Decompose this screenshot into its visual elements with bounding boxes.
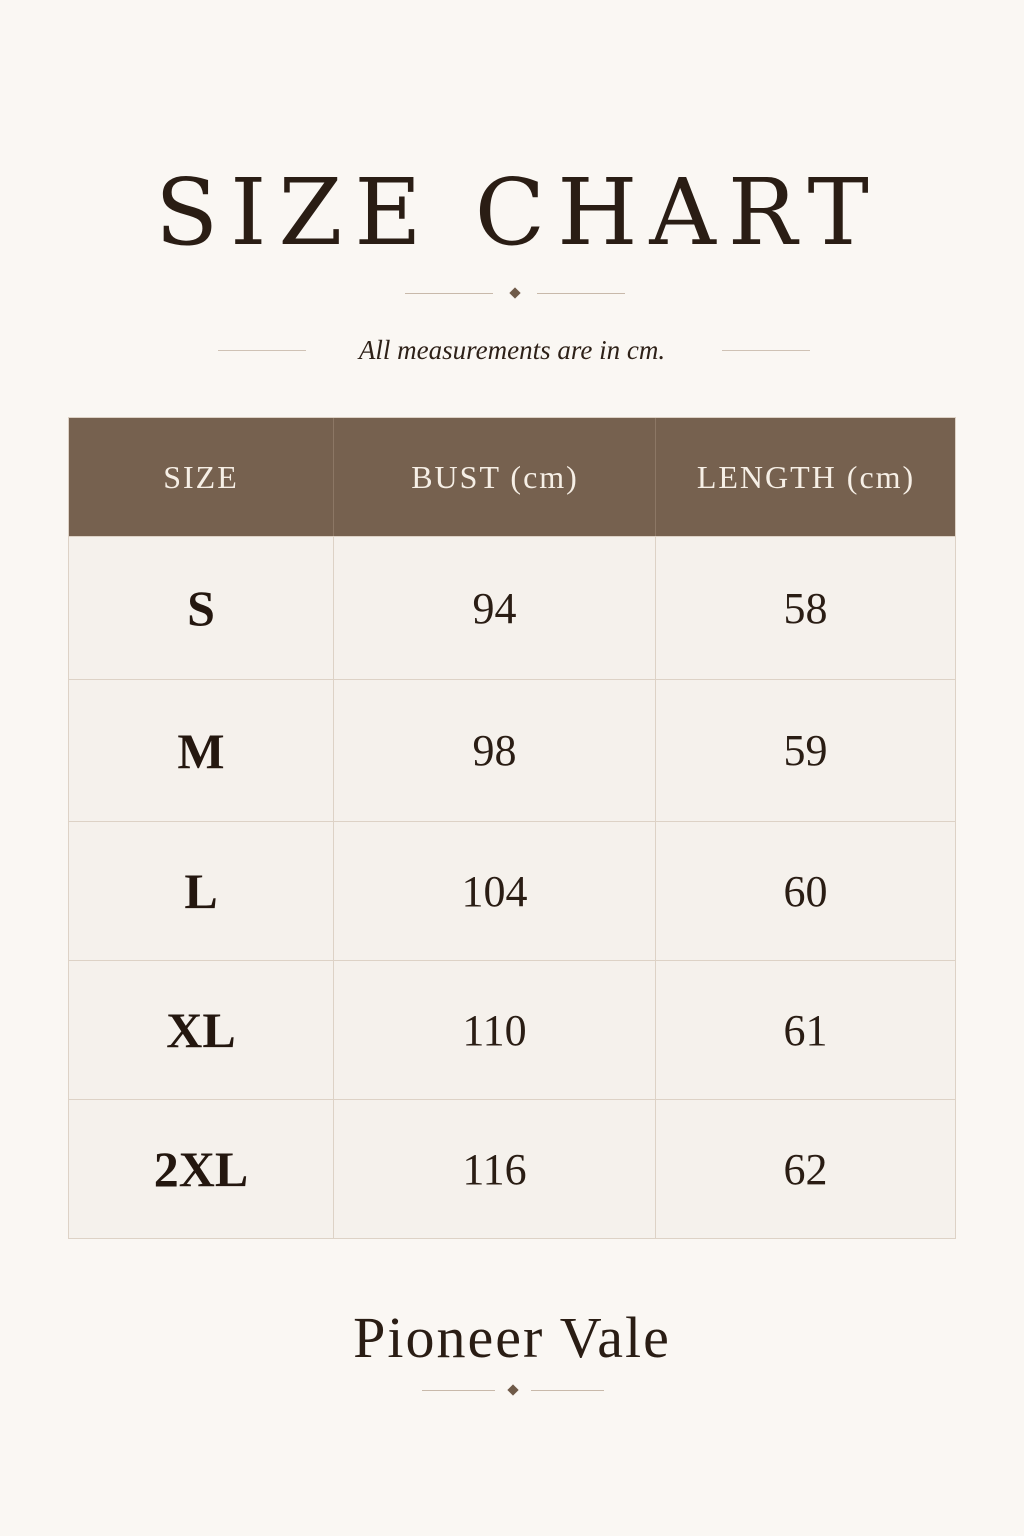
table-header <box>69 418 955 536</box>
table-row <box>69 821 955 960</box>
bust-cell: 104 <box>333 822 655 960</box>
ornament-line-left <box>405 293 493 294</box>
table-row <box>69 960 955 1099</box>
size-cell: S <box>187 580 215 636</box>
length-cell: 58 <box>655 537 955 679</box>
length-cell: 61 <box>655 961 955 1099</box>
ornament-line-left <box>422 1390 495 1391</box>
subtitle-line-right <box>722 350 810 351</box>
size-table <box>68 417 956 1239</box>
measurement-note: All measurements are in cm. <box>358 335 666 365</box>
length-cell: 62 <box>655 1100 955 1238</box>
table-row <box>69 536 955 679</box>
ornament-line-right <box>531 1390 604 1391</box>
bust-cell: 98 <box>333 680 655 821</box>
brand-name: Pioneer Vale <box>353 1305 671 1370</box>
bust-cell: 94 <box>333 537 655 679</box>
table-row <box>69 1099 955 1238</box>
bust-cell: 116 <box>333 1100 655 1238</box>
diamond-icon <box>509 287 520 298</box>
column-header-bust: BUST (cm) <box>333 418 656 536</box>
title-ornament <box>405 288 625 298</box>
column-header-length: LENGTH (cm) <box>655 418 956 536</box>
size-cell: 2XL <box>153 1141 249 1197</box>
length-cell: 59 <box>655 680 955 821</box>
length-cell: 60 <box>655 822 955 960</box>
page-title: SIZE CHART <box>155 159 881 266</box>
ornament-line-right <box>537 293 625 294</box>
column-header-size: SIZE <box>163 459 239 495</box>
size-cell: L <box>184 863 218 919</box>
diamond-icon <box>507 1384 518 1395</box>
table-row <box>69 679 955 821</box>
bust-cell: 110 <box>333 961 655 1099</box>
size-cell: XL <box>166 1002 236 1058</box>
subtitle-row <box>0 333 1024 369</box>
size-cell: M <box>177 722 225 779</box>
footer-ornament <box>422 1385 604 1395</box>
